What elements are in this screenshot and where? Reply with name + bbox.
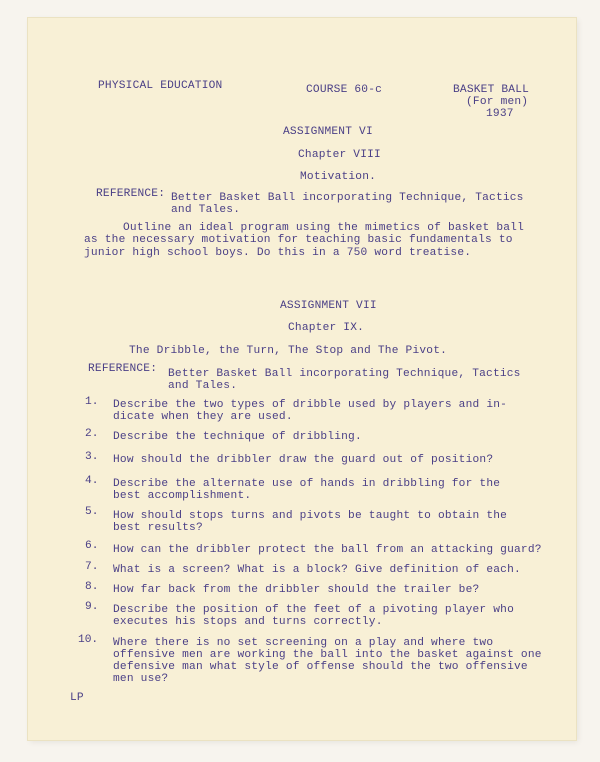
assignment-7-title: ASSIGNMENT VII <box>280 300 377 312</box>
question-7-number: 7. <box>85 561 99 573</box>
question-1-line1: Describe the two types of dribble used by players and in- <box>113 399 508 411</box>
subject-audience: (For men) <box>466 96 529 108</box>
subject-label: BASKET BALL <box>453 84 530 96</box>
assignment-6-body-line3: junior high school boys. Do this in a 750 word treatise. <box>84 247 472 259</box>
question-6-line1: How can the dribbler protect the ball from an attacking guard? <box>113 544 542 556</box>
question-2-number: 2. <box>85 428 99 440</box>
question-9-line1: Describe the position of the feet of a pivoting player who <box>113 604 514 616</box>
assignment-7-chapter: Chapter IX. <box>288 322 365 334</box>
question-4-line1: Describe the alternate use of hands in dribbling for the <box>113 478 501 490</box>
assignment-7-reference-line1: Better Basket Ball incorporating Technique, Tactics <box>168 368 521 380</box>
question-10-line4: men use? <box>113 673 169 685</box>
question-9-line2: executes his stops and turns correctly. <box>113 616 383 628</box>
typist-initials: LP <box>70 692 84 704</box>
assignment-7-reference-line2: and Tales. <box>168 380 238 392</box>
document-page <box>28 18 576 740</box>
question-9-number: 9. <box>85 601 99 613</box>
question-2-line1: Describe the technique of dribbling. <box>113 431 362 443</box>
question-4-line2: best accomplishment. <box>113 490 252 502</box>
question-3-line1: How should the dribbler draw the guard out of position? <box>113 454 494 466</box>
assignment-7-reference-label: REFERENCE: <box>88 363 158 375</box>
assignment-6-title: ASSIGNMENT VI <box>283 126 373 138</box>
question-10-number: 10. <box>78 634 99 646</box>
question-8-number: 8. <box>85 581 99 593</box>
question-8-line1: How far back from the dribbler should the trailer be? <box>113 584 480 596</box>
assignment-6-reference-line1: Better Basket Ball incorporating Technique, Tactics <box>171 192 524 204</box>
question-5-line1: How should stops turns and pivots be taught to obtain the <box>113 510 508 522</box>
year-label: 1937 <box>486 108 514 120</box>
question-1-number: 1. <box>85 396 99 408</box>
assignment-6-chapter: Chapter VIII <box>298 149 381 161</box>
assignment-6-reference-line2: and Tales. <box>171 204 241 216</box>
question-5-number: 5. <box>85 506 99 518</box>
question-10-line1: Where there is no set screening on a play and where two <box>113 637 494 649</box>
question-10-line2: offensive men are working the ball into the basket against one <box>113 649 542 661</box>
assignment-6-body-line1: Outline an ideal program using the mimetics of basket ball <box>123 222 524 234</box>
department-label: PHYSICAL EDUCATION <box>98 80 223 92</box>
question-6-number: 6. <box>85 540 99 552</box>
question-10-line3: defensive man what style of offense should the two offensive <box>113 661 528 673</box>
assignment-6-topic: Motivation. <box>300 171 377 183</box>
question-5-line2: best results? <box>113 522 203 534</box>
course-label: COURSE 60-c <box>306 84 383 96</box>
question-7-line1: What is a screen? What is a block? Give definition of each. <box>113 564 521 576</box>
assignment-6-reference-label: REFERENCE: <box>96 188 166 200</box>
assignment-7-topic: The Dribble, the Turn, The Stop and The Pivot. <box>129 345 448 357</box>
question-4-number: 4. <box>85 475 99 487</box>
assignment-6-body-line2: as the necessary motivation for teaching basic fundamentals to <box>84 234 513 246</box>
question-1-line2: dicate when they are used. <box>113 411 293 423</box>
question-3-number: 3. <box>85 451 99 463</box>
